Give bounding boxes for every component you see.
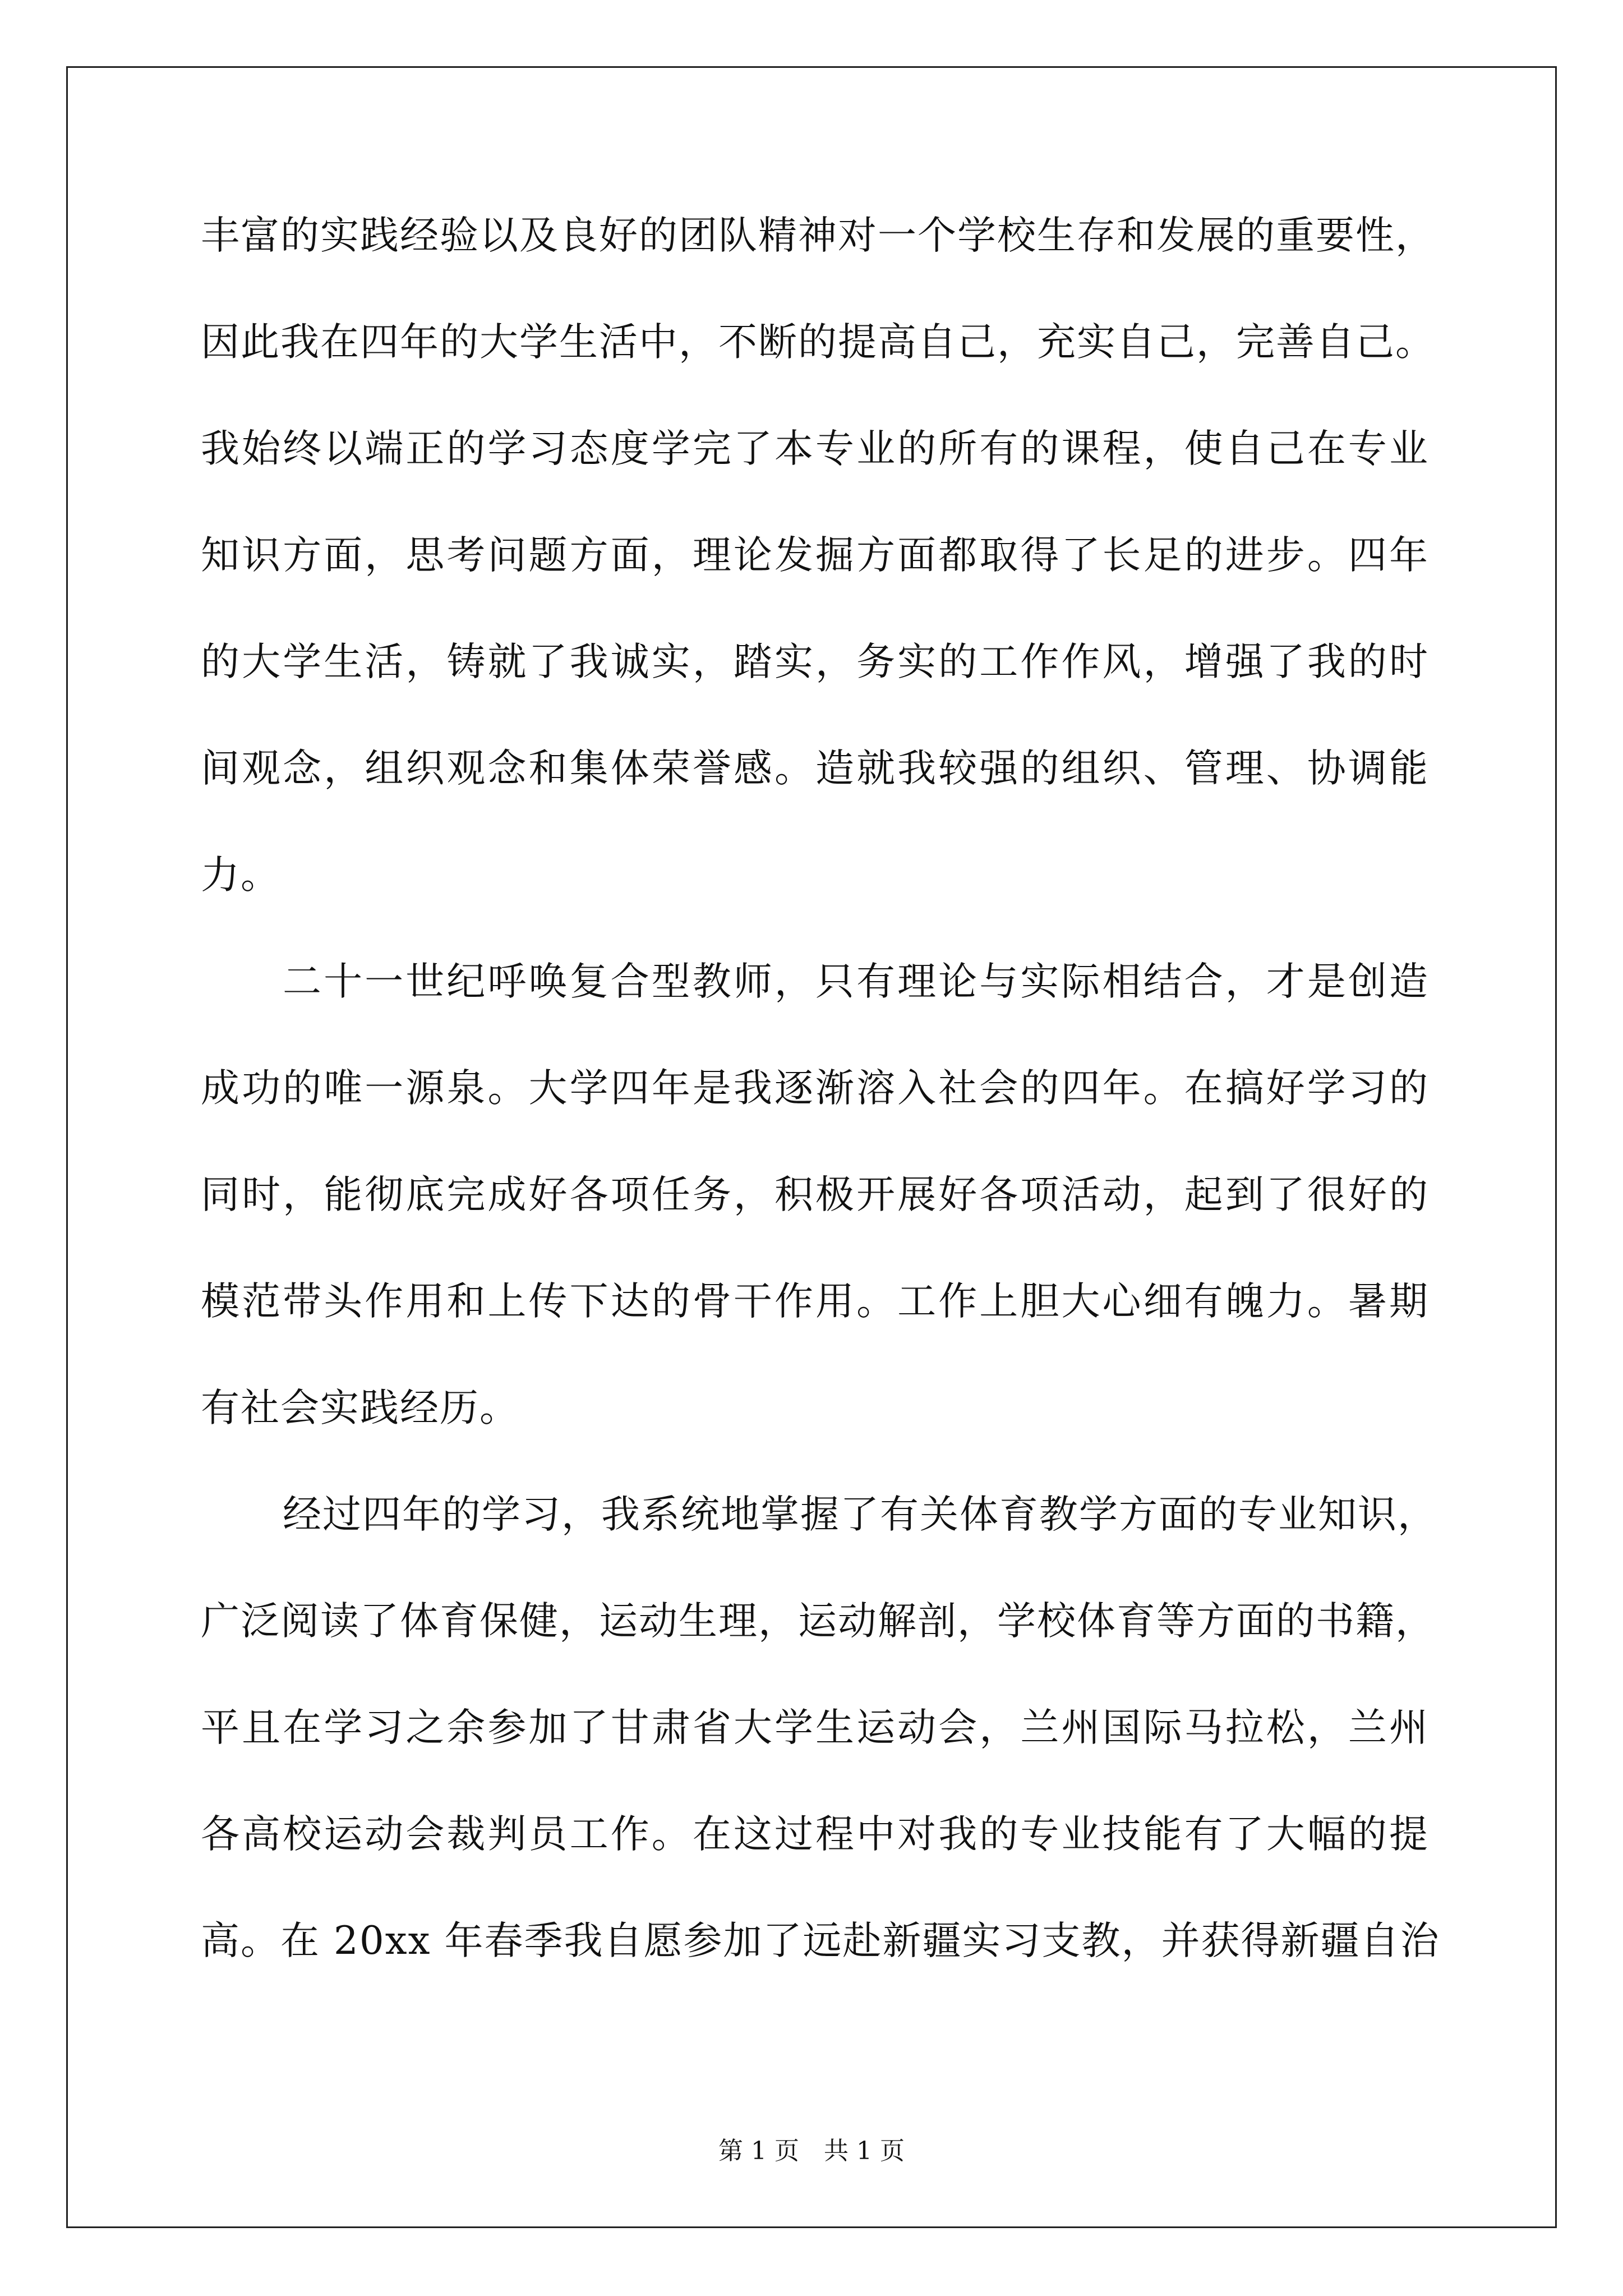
text-line: 高。在 20xx 年春季我自愿参加了远赴新疆实习支教，并获得新疆自治: [201, 1918, 1440, 1963]
text-line: 有社会实践经历。: [201, 1386, 519, 1430]
text-line: 知识方面，思考问题方面，理论发掘方面都取得了长足的进步。四年: [201, 533, 1429, 578]
text-line: 模范带头作用和上传下达的骨干作用。工作上胆大心细有魄力。暑期: [201, 1279, 1429, 1324]
text-line: 因此我在四年的大学生活中，不断的提高自己，充实自己，完善自己。: [201, 320, 1435, 365]
text-line: 广泛阅读了体育保健，运动生理，运动解剖，学校体育等方面的书籍，: [201, 1599, 1435, 1644]
text-line: 力。: [201, 853, 280, 898]
page-border: [66, 66, 1557, 2228]
text-line: 成功的唯一源泉。大学四年是我逐渐溶入社会的四年。在搞好学习的: [201, 1066, 1429, 1111]
paragraph-first-line: 经过四年的学习，我系统地掌握了有关体育教学方面的专业知识，: [283, 1492, 1437, 1537]
text-line: 的大学生活，铸就了我诚实，踏实，务实的工作作风，增强了我的时: [201, 639, 1429, 684]
text-line: 平且在学习之余参加了甘肃省大学生运动会，兰州国际马拉松，兰州: [201, 1705, 1429, 1750]
text-line: 间观念，组织观念和集体荣誉感。造就我较强的组织、管理、协调能: [201, 746, 1429, 791]
page-number-footer: 第 1 页 共 1 页: [718, 2137, 905, 2165]
text-line: 同时，能彻底完成好各项任务，积极开展好各项活动，起到了很好的: [201, 1172, 1429, 1217]
text-line: 我始终以端正的学习态度学完了本专业的所有的课程，使自己在专业: [201, 426, 1429, 471]
paragraph-first-line: 二十一世纪呼唤复合型教师，只有理论与实际相结合，才是创造: [283, 959, 1429, 1004]
text-line: 各高校运动会裁判员工作。在这过程中对我的专业技能有了大幅的提: [201, 1812, 1429, 1857]
text-line: 丰富的实践经验以及良好的团队精神对一个学校生存和发展的重要性，: [201, 213, 1435, 258]
